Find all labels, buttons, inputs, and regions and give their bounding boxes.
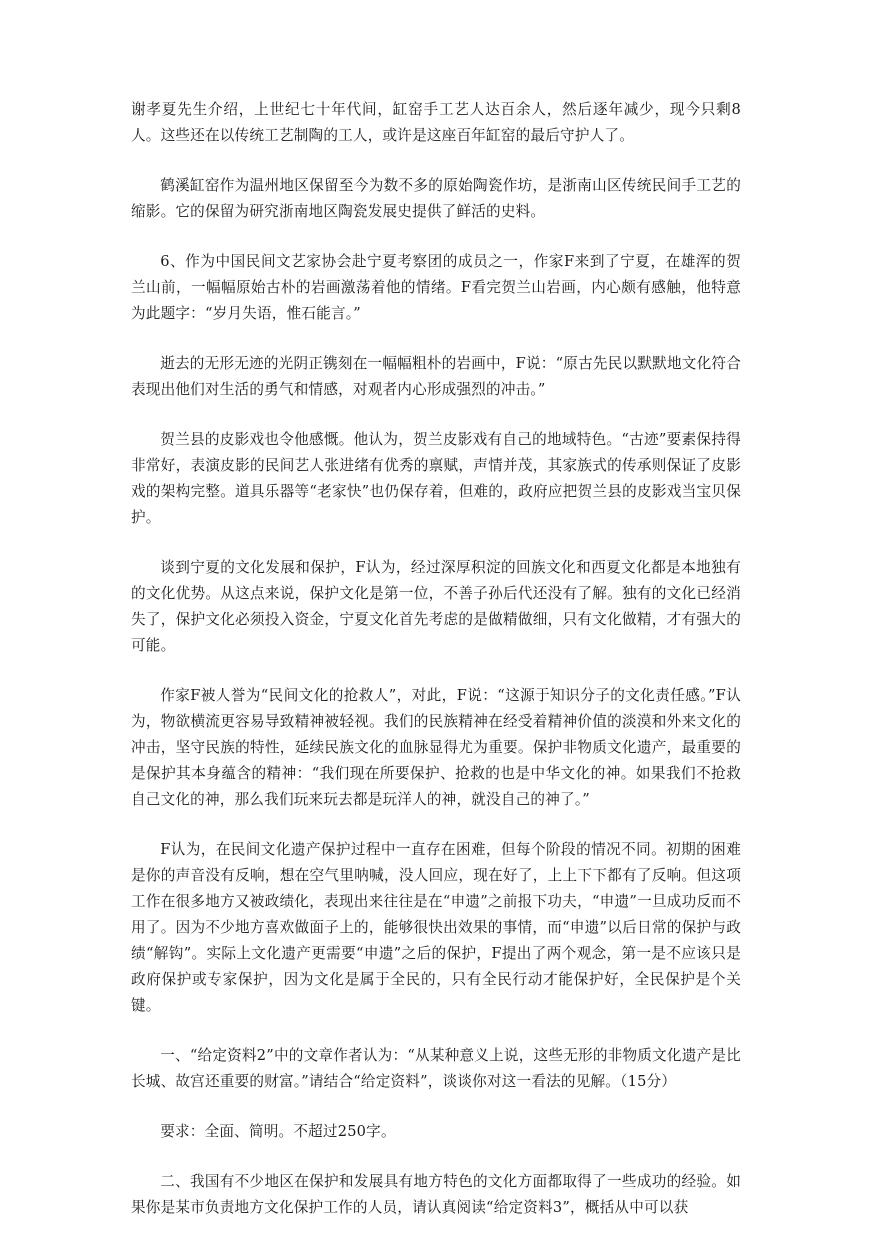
question-two: 二、我国有不少地区在保护和发展具有地方特色的文化方面都取得了一些成功的经验。如果你是某市负责地方文化保护工作的人员，请认真阅读“给定资料3”，概括从中可以获 bbox=[131, 1173, 741, 1216]
paragraph-culture-rescuer: 作家F被人誉为“民间文化的抢救人”，对此，F说：“这源于知识分子的文化责任感。”F认为，物欲横流更容易导致精神被轻视。我们的民族精神在经受着精神价值的淡漠和外来文化的冲击，坚守民族的特性，延续民族文化的血脉显得尤为重要。保护非物质文化遗产，最重要的是保护其本身蕴含的精神：“我们现在所要保护、抢救的也是中华文化的神。如果我们不抢救自己文化的神，那么我们玩来玩去都是玩洋人的神，就没自己的神了。” bbox=[131, 687, 741, 808]
paragraph-rock-art-quote: 逝去的无形无迹的光阴正镌刻在一幅幅粗朴的岩画中，F说：“原古先民以默默地文化符合表现出他们对生活的勇气和情感，对观者内心形成强烈的冲击。” bbox=[131, 355, 741, 398]
question-one: 一、“给定资料2”中的文章作者认为：“从某种意义上说，这些无形的非物质文化遗产是比长城、故宫还重要的财富。”请结合“给定资料”，谈谈你对这一看法的见解。（15分） bbox=[131, 1047, 741, 1090]
paragraph-kiln-craftsmen: 谢孝夏先生介绍，上世纪七十年代间，缸窑手工艺人达百余人，然后逐年减少，现今只剩8人。这些还在以传统工艺制陶的工人，或许是这座百年缸窑的最后守护人了。 bbox=[131, 101, 741, 144]
paragraph-shadow-play: 贺兰县的皮影戏也令他感慨。他认为，贺兰皮影戏有自己的地域特色。“古迹”要素保持得非常好，表演皮影的民间艺人张进绪有优秀的禀赋，声情并茂，其家族式的传承则保证了皮影戏的架构完整。道具乐器等“老家快”也仍保存着，但难的，政府应把贺兰县的皮影戏当宝贝保护。 bbox=[131, 431, 741, 526]
paragraph-hexi-kiln: 鹤溪缸窑作为温州地区保留至今为数不多的原始陶瓷作坊，是浙南山区传统民间手工艺的缩影。它的保留为研究浙南地区陶瓷发展史提供了鲜活的史料。 bbox=[131, 177, 741, 220]
document-body bbox=[131, 97, 741, 1245]
question-one-requirements: 要求：全面、简明。不超过250字。 bbox=[160, 1123, 396, 1140]
paragraph-helan-rock-art: 6、作为中国民间文艺家协会赴宁夏考察团的成员之一，作家F来到了宁夏，在雄浑的贺兰山前，一幅幅原始古朴的岩画激荡着他的情绪。F看完贺兰山岩画，内心颇有感触，他特意为此题字：“岁月失语，惟石能言。” bbox=[131, 253, 741, 322]
paragraph-heritage-difficulties: F认为，在民间文化遗产保护过程中一直存在困难，但每个阶段的情况不同。初期的困难是你的声音没有反响，想在空气里呐喊，没人回应，现在好了，上上下下都有了反响。但这项工作在很多地方又被政绩化，表现出来往往是在“申遗”之前报下功夫，“申遗”一旦成功反而不用了。因为不少地方喜欢做面子上的，能够很快出效果的事情，而“申遗”以后日常的保护与政绩“解钩”。实际上文化遗产更需要“申遗”之后的保护，F提出了两个观念，第一是不应该只是政府保护或专家保护，因为文化是属于全民的，只有全民行动才能保护好，全民保护是个关键。 bbox=[131, 841, 741, 1014]
paragraph-ningxia-culture: 谈到宁夏的文化发展和保护，F认为，经过深厚积淀的回族文化和西夏文化都是本地独有的文化优势。从这点来说，保护文化是第一位，不善子孙后代还没有了解。独有的文化已经消失了，保护文化必须投入资金，宁夏文化首先考虑的是做精做细，只有文化做精，才有强大的可能。 bbox=[131, 559, 741, 654]
